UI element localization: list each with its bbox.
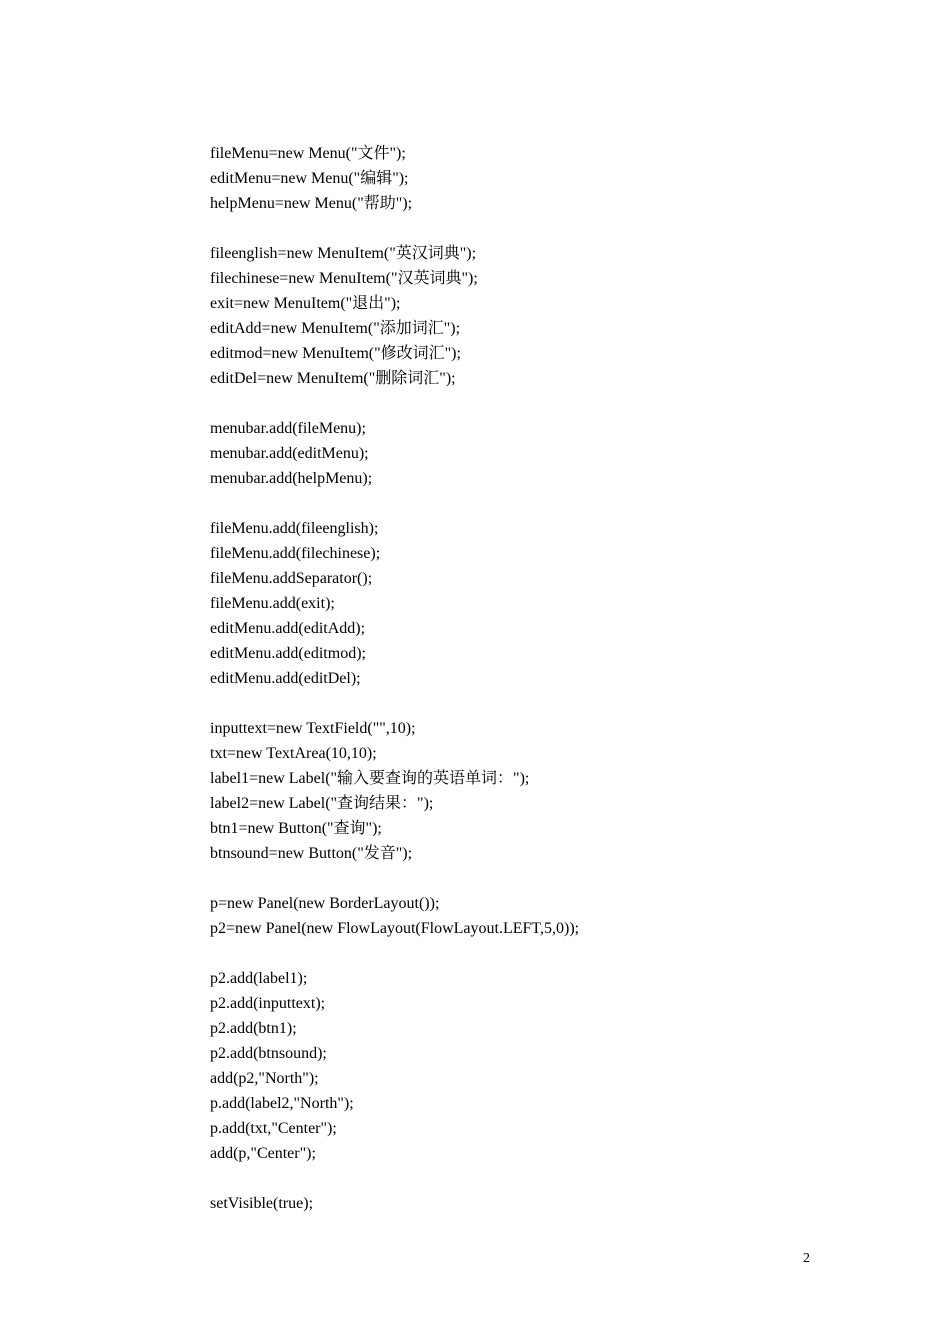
code-line: fileMenu.add(exit); — [210, 595, 335, 612]
code-line: inputtext=new TextField("",10); — [210, 720, 416, 737]
code-line: p2.add(inputtext); — [210, 995, 326, 1012]
code-line: p2.add(label1); — [210, 970, 308, 987]
code-line: fileMenu=new Menu("文件"); — [210, 145, 406, 162]
code-line: exit=new MenuItem("退出"); — [210, 295, 401, 312]
code-line: fileMenu.addSeparator(); — [210, 570, 373, 587]
code-line: label2=new Label("查询结果："); — [210, 795, 434, 812]
code-line: p2.add(btnsound); — [210, 1045, 327, 1062]
code-listing — [210, 141, 850, 1216]
code-line: fileenglish=new MenuItem("英汉词典"); — [210, 245, 477, 262]
component-declarations — [210, 716, 850, 866]
code-line: editAdd=new MenuItem("添加词汇"); — [210, 320, 461, 337]
code-line: menubar.add(helpMenu); — [210, 470, 373, 487]
code-line: menubar.add(editMenu); — [210, 445, 369, 462]
code-line: p=new Panel(new BorderLayout()); — [210, 895, 440, 912]
code-line: menubar.add(fileMenu); — [210, 420, 366, 437]
code-line: editMenu.add(editAdd); — [210, 620, 366, 637]
code-line: helpMenu=new Menu("帮助"); — [210, 195, 413, 212]
code-line: editMenu=new Menu("编辑"); — [210, 170, 409, 187]
code-line: filechinese=new MenuItem("汉英词典"); — [210, 270, 478, 287]
code-line: p.add(label2,"North"); — [210, 1095, 354, 1112]
visibility-call — [210, 1191, 850, 1216]
code-line: editMenu.add(editmod); — [210, 645, 366, 662]
menubar-add-calls — [210, 416, 850, 491]
menu-item-declarations — [210, 241, 850, 391]
code-line: editMenu.add(editDel); — [210, 670, 361, 687]
code-line: fileMenu.add(filechinese); — [210, 545, 381, 562]
panel-declarations — [210, 891, 850, 941]
code-line: p.add(txt,"Center"); — [210, 1120, 337, 1137]
page-number: 2 — [803, 1251, 810, 1266]
code-line: editDel=new MenuItem("删除词汇"); — [210, 370, 456, 387]
code-line: btnsound=new Button("发音"); — [210, 845, 413, 862]
code-line: btn1=new Button("查询"); — [210, 820, 382, 837]
code-line: txt=new TextArea(10,10); — [210, 745, 377, 762]
code-line: fileMenu.add(fileenglish); — [210, 520, 379, 537]
code-line: setVisible(true); — [210, 1195, 314, 1212]
code-line: editmod=new MenuItem("修改词汇"); — [210, 345, 461, 362]
code-line: label1=new Label("输入要查询的英语单词："); — [210, 770, 530, 787]
code-line: add(p,"Center"); — [210, 1145, 316, 1162]
code-line: add(p2,"North"); — [210, 1070, 319, 1087]
menu-declarations — [210, 141, 850, 216]
panel-add-calls — [210, 966, 850, 1166]
code-line: p2.add(btn1); — [210, 1020, 297, 1037]
menu-add-calls — [210, 516, 850, 691]
code-line: p2=new Panel(new FlowLayout(FlowLayout.LEFT,5,0)); — [210, 920, 580, 937]
